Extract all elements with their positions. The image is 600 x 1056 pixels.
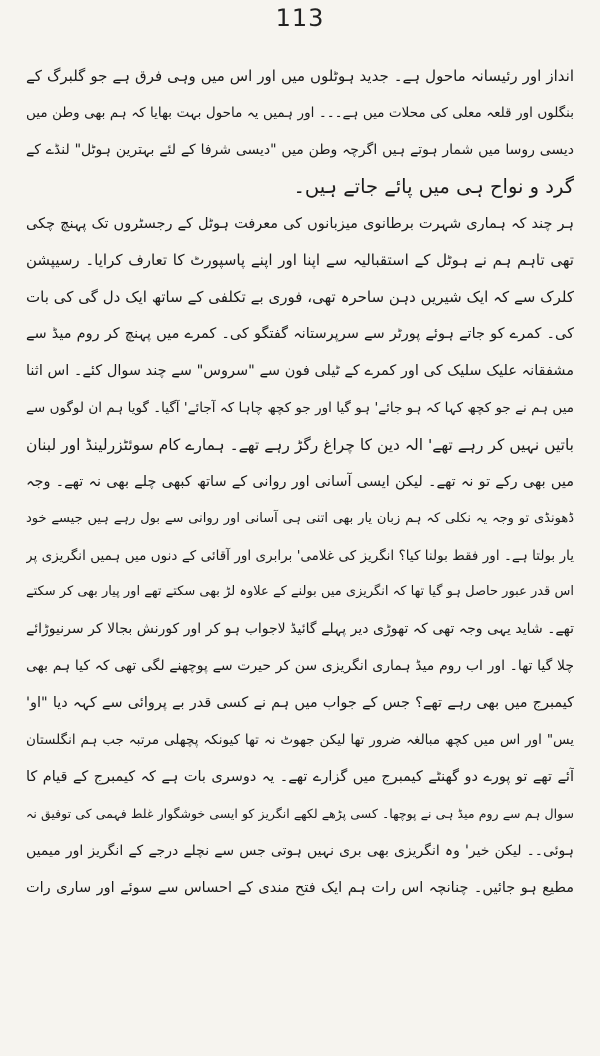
text-line: مطیع ہو جائیں۔ چنانچہ اس رات ہم ایک فتح مندی کے احساس سے سوئے اور ساری رات [26, 879, 574, 896]
text-line: یس" اور اس میں کچھ مبالغہ ضرور تھا لیکن جھوٹ نہ تھا کیونکہ پچھلی مرتبہ جب ہم انگلستان [26, 732, 574, 749]
text-line: انداز اور رئیسانہ ماحول ہے۔ جدید ہوٹلوں میں اور اس میں وہی فرق ہے جو گلبرگ کے [26, 67, 574, 85]
text-line: آئے تھے تو پورے دو گھنٹے کیمبرج میں گزارے تھے۔ یہ دوسری بات ہے کہ کیمبرج کے قیام کا [26, 768, 574, 785]
text-line: ہر چند کہ ہماری شہرت برطانوی میزبانوں کی معرفت ہوٹل کے رجسٹروں تک پہنچ چکی [26, 215, 574, 232]
text-line: بنگلوں اور قلعہ معلی کی محلات میں ہے۔۔۔ اور ہمیں یہ ماحول بہت بھایا کہ ہم بھی وطن میں [26, 104, 574, 121]
text-line: اس قدر عبور حاصل ہو گیا تھا کہ انگریزی میں بولنے کے علاوہ لڑ بھی سکتے تھے اور پیار بھی کر سکتے [26, 584, 574, 600]
text-line: چلا گیا تھا۔ اور اب روم میڈ ہماری انگریزی سن کر حیرت سے پوچھنے لگی تھی کہ کیا ہم بھی [26, 658, 574, 675]
text-line: یار بولتا ہے۔ اور فقط بولنا کیا؟ انگریز کی غلامی' برابری اور آقائی کے دنوں میں ہمیں انگریزی پر [26, 547, 574, 564]
page-number: 113 [275, 4, 325, 32]
text-line: مشفقانہ علیک سلیک کی اور کمرے کے ٹیلی فون سے "سروس" سے چند سوال کئے۔ اس اثنا [26, 363, 574, 380]
text-line: میں بھی رکے تو نہ تھے۔ لیکن ایسی آسانی اور روانی کے ساتھ کبھی چلے بھی نہ تھے۔ وجہ [26, 473, 574, 490]
text-line: میں ہم نے جو کچھ کہا کہ ہو جائے' ہو گیا اور جو کچھ چاہا کہ آجائے' آگیا۔ گویا ہم ان لوگوں سے [26, 400, 574, 417]
text-line: گرد و نواح ہی میں پائے جاتے ہیں۔ [293, 174, 574, 198]
text-line: کی۔ کمرے کو جاتے ہوئے پورٹر سے سرپرستانہ گفتگو کی۔ کمرے میں پہنچ کر روم میڈ سے [26, 326, 574, 343]
text-line: دیسی روسا میں شمار ہوتے ہیں اگرچہ وطن میں "دیسی شرفا کے لئے بہترین ہوٹل" لنڈے کے [26, 141, 574, 158]
text-line: تھے۔ شاید یہی وجہ تھی کہ تھوڑی دیر پہلے گائیڈ لاجواب ہو کر اور کورنش بجالا کر سرنیوڑائے [26, 621, 574, 638]
text-line: ہوئی۔۔ لیکن خیر' وہ انگریزی بھی بری نہیں ہوتی جس سے نچلے درجے کے انگریز اور میمیں [26, 842, 574, 859]
text-line: ڈھونڈی تو وجہ یہ نکلی کہ ہم زبان یار بھی اتنی ہی آسانی اور روانی سے بول رہے ہیں جیسے خود [26, 510, 574, 526]
text-line: کلرک سے کہ ایک شیریں دہن ساحرہ تھی، فوری بے تکلفی کے ساتھ ایک دل گی کی بات [26, 288, 574, 307]
text-line: سوال ہم سے روم میڈ ہی نے پوچھا۔ کسی پڑھے لکھے انگریز کو ایسی خوشگوار غلط فہمی کی توفیق نہ [26, 805, 574, 821]
text-line: باتیں نہیں کر رہے تھے' الہ دین کا چراغ رگڑ رہے تھے۔ ہمارے کام سوئٹزرلینڈ اور لبنان [26, 435, 574, 454]
text-line: تھی تاہم ہم نے ہوٹل کے استقبالیہ سے اپنا اور اپنے پاسپورٹ کا تعارف کرایا۔ رسیپشن [26, 251, 574, 270]
page-body-text [26, 58, 574, 906]
text-line: کیمبرج میں بھی رہے تھے؟ جس کے جواب میں ہم نے کسی قدر بے پروائی سے کہہ دیا "او' [26, 695, 574, 712]
